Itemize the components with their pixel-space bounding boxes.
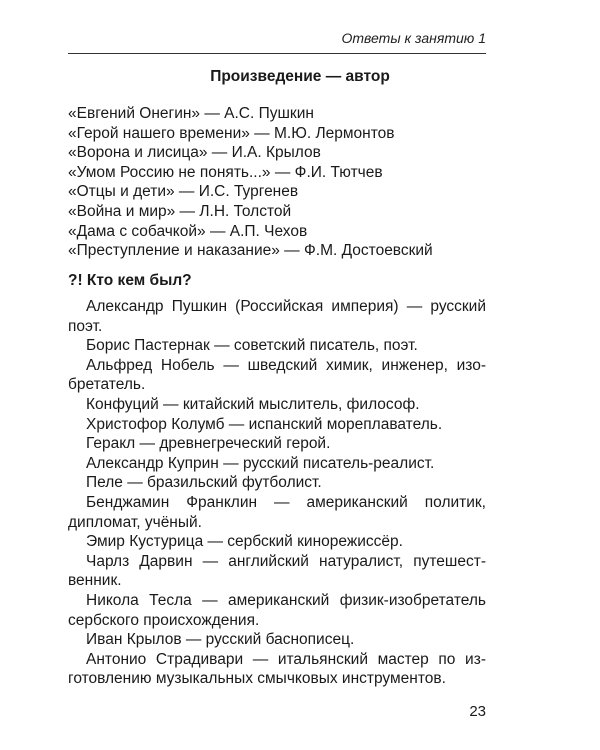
bio-paragraph: Христофор Колумб — испанский мореплаватель.	[86, 415, 443, 433]
bio-paragraph: Бенджамин Франклин — американский политик, дипломат, учёный.	[68, 493, 486, 531]
bio-paragraph: Иван Крылов — русский баснописец.	[86, 631, 355, 649]
running-head: Ответы к занятию 1	[341, 30, 486, 46]
bio-paragraph: Альфред Нобель — шведский химик, инженер, изобретатель.	[68, 356, 486, 394]
work-item: «Евгений Онегин» — А.С. Пушкин	[68, 105, 314, 122]
bio-paragraph: Никола Тесла — американский физик-изобретатель сербского происхождения.	[68, 591, 486, 629]
header-rule	[68, 53, 486, 54]
bio-paragraph: Борис Пастернак — советский писатель, поэт.	[86, 337, 418, 355]
biographies-list	[68, 297, 486, 689]
page-number: 23	[469, 703, 486, 720]
work-item: «Дама с собачкой» — А.П. Чехов	[68, 222, 308, 240]
section-title-who-was-who: ?! Кто кем был?	[68, 272, 192, 289]
bio-paragraph: Антонио Страдивари — итальянский мастер по изготовлению музыкальных смычковых инструментов.	[68, 650, 486, 688]
works-list	[68, 104, 498, 261]
section-title-works: Произведение — автор	[210, 68, 390, 85]
bio-paragraph: Эмир Кустурица — сербский кинорежиссёр.	[86, 533, 403, 551]
work-item: «Герой нашего времени» — М.Ю. Лермонтов	[68, 124, 395, 142]
bio-paragraph: Пеле — бразильский футболист.	[86, 474, 322, 492]
work-item: «Преступление и наказание» — Ф.М. Достоевский	[68, 242, 433, 260]
work-item: «Ворона и лисица» — И.А. Крылов	[68, 144, 321, 162]
bio-paragraph: Чарлз Дарвин — английский натуралист, путешественник.	[68, 552, 486, 590]
bio-paragraph: Александр Пушкин (Российская империя) — русский поэт.	[68, 298, 486, 335]
bio-paragraph: Геракл — древнегреческий герой.	[86, 435, 331, 453]
bio-paragraph: Александр Куприн — русский писатель-реалист.	[86, 454, 435, 472]
work-item: «Отцы и дети» — И.С. Тургенев	[68, 183, 299, 201]
bio-paragraph: Конфуций — китайский мыслитель, философ.	[86, 395, 420, 413]
work-item: «Война и мир» — Л.Н. Толстой	[68, 202, 292, 220]
work-item: «Умом Россию не понять...» — Ф.И. Тютчев	[68, 163, 383, 181]
